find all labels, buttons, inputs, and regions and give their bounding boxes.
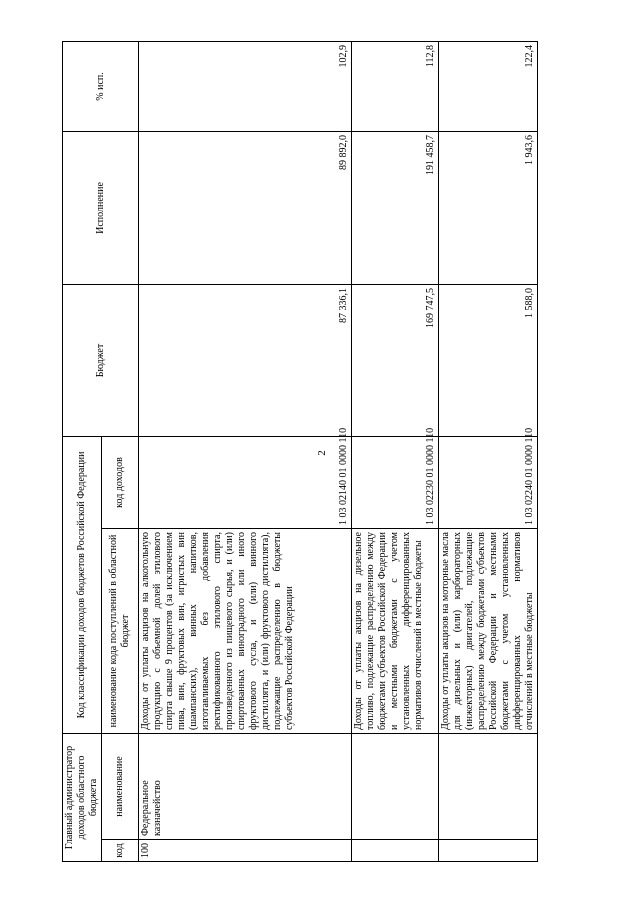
header-execution: Исполнение <box>63 131 139 284</box>
execution-cell: 191 458,7 <box>352 131 439 284</box>
admin-code-cell: 100 <box>139 840 352 862</box>
budget-cell: 169 747,5 <box>352 284 439 436</box>
percent-cell: 112,8 <box>352 41 439 131</box>
income-table <box>62 41 538 862</box>
header-admin-group: Главный администратор доходов областного бюджета <box>63 734 102 862</box>
budget-cell: 1 588,0 <box>439 284 538 436</box>
percent-cell: 122,4 <box>439 41 538 131</box>
admin-code-cell <box>352 840 439 862</box>
header-percent: % исп. <box>63 41 139 131</box>
header-admin-name: наименование <box>102 734 139 840</box>
budget-cell: 87 336,1 <box>139 284 352 436</box>
execution-cell: 89 892,0 <box>139 131 352 284</box>
description-cell: Доходы от уплаты акцизов на моторные масла для дизельных и (или) карбюраторных (инжекторных) двигателей, подлежащие распределению между бюджетами субъектов Российской Федерации и местными бюджетами с учетом установленных дифференцированных нормативов отчислений в местные бюджеты <box>439 529 538 734</box>
admin-code-cell <box>439 840 538 862</box>
table-row <box>352 41 439 861</box>
admin-name-cell <box>352 734 439 840</box>
header-classification-group: Код классификации доходов бюджетов Российской Федерации <box>63 436 102 733</box>
header-code: код <box>102 840 139 862</box>
income-code-cell: 1 03 02240 01 0000 110 <box>439 436 538 528</box>
description-cell: Доходы от уплаты акцизов на алкогольную продукцию с объемной долей этилового спирта свыше 9 процентов (за исключением пива, вин, фруктовых вин, игристых вин (шампанских), винных напитков, изготавливаемых без добавления ректификованного этилового спирта, произведенного из пищевого сырья, и (или) спиртованных виноградного или иного фруктового сусла, и (или) винного дистиллята, и (или) фруктового дистиллята), подлежащие распределению в бюджеты субъектов Российской Федерации <box>139 529 352 734</box>
header-budget: Бюджет <box>63 284 139 436</box>
income-code-cell: 1 03 02140 01 0000 110 <box>139 436 352 528</box>
header-row-1 <box>63 41 102 861</box>
table-row <box>439 41 538 861</box>
header-income-code-name: наименование кода поступлений в областной бюджет <box>102 529 139 734</box>
admin-name-cell <box>439 734 538 840</box>
income-code-cell: 1 03 02230 01 0000 110 <box>352 436 439 528</box>
page-number: 2 <box>316 450 328 456</box>
percent-cell: 102,9 <box>139 41 352 131</box>
description-cell: Доходы от уплаты акцизов на дизельное топливо, подлежащие распределению между бюджетами субъектов Российской Федерации и местными бюджетами с учетом установленных дифференцированных нормативов отчислений в местные бюджеты <box>352 529 439 734</box>
execution-cell: 1 943,6 <box>439 131 538 284</box>
header-income-code: код доходов <box>102 436 139 528</box>
rotated-table-container <box>62 42 537 862</box>
table-row <box>139 41 352 861</box>
admin-name-cell: Федеральное казначейство <box>139 734 352 840</box>
